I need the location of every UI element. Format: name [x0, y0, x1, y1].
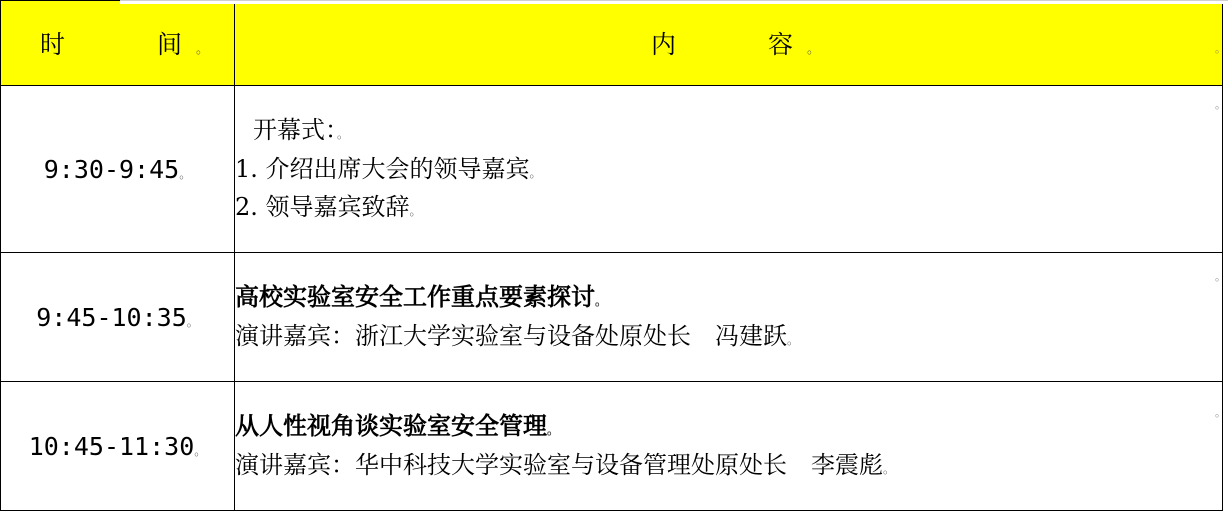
time-cell — [1, 382, 235, 511]
time-mark: 。 — [194, 443, 207, 458]
table-row — [1, 253, 1223, 382]
content-line — [235, 150, 1222, 189]
table-row — [1, 86, 1223, 253]
time-mark: 。 — [186, 314, 199, 329]
content-line-mark: 。 — [547, 423, 560, 438]
content-cell — [235, 253, 1223, 382]
table-header-row — [1, 1, 1223, 86]
content-line-mark: 。 — [787, 333, 800, 347]
page-top-edge — [120, 0, 1228, 4]
content-line-mark: 。 — [529, 165, 542, 180]
content-line — [235, 188, 1222, 227]
content-line-mark: 。 — [337, 126, 350, 141]
content-line — [235, 446, 1222, 485]
header-cell-content — [235, 1, 1223, 86]
content-cell — [235, 382, 1223, 511]
content-line-text: 高校实验室安全工作重点要素探讨 — [235, 282, 595, 312]
time-value: 9:45-10:35 — [36, 302, 187, 332]
content-line-text: 从人性视角谈实验室安全管理 — [235, 411, 547, 441]
time-cell — [1, 86, 235, 253]
content-line-text: 1. 介绍出席大会的领导嘉宾 — [235, 154, 530, 183]
content-line — [235, 278, 1222, 317]
header-time-label: 时 间 — [39, 30, 196, 59]
page-edge-mark: 。 — [1215, 42, 1226, 55]
page-edge-mark: 。 — [1215, 406, 1226, 419]
content-line-mark: 。 — [409, 204, 422, 219]
time-cell — [1, 253, 235, 382]
page-edge-mark: 。 — [1215, 98, 1226, 111]
header-content-label: 内 容 — [650, 30, 807, 59]
content-line-text: 演讲嘉宾：华中科技大学实验室与设备管理处原处长 李震彪 — [235, 451, 883, 479]
time-value: 9:30-9:45 — [43, 154, 180, 184]
content-line — [235, 111, 1222, 150]
table-row — [1, 382, 1223, 511]
header-cell-time — [1, 1, 235, 86]
header-time-mark: 。 — [196, 42, 210, 57]
content-line — [235, 317, 1222, 356]
content-line — [235, 407, 1222, 446]
content-line-mark: 。 — [595, 294, 608, 309]
content-line-text: 演讲嘉宾：浙江大学实验室与设备处原处长 冯建跃 — [235, 322, 787, 350]
content-cell — [235, 86, 1223, 253]
content-line-text: 开幕式： — [253, 115, 337, 144]
page-edge-mark: 。 — [1215, 270, 1226, 283]
content-line-text: 2. 领导嘉宾致辞 — [235, 193, 410, 222]
time-value: 10:45-11:30 — [28, 431, 195, 461]
header-content-mark: 。 — [807, 42, 821, 57]
content-line-mark: 。 — [883, 462, 896, 476]
time-mark: 。 — [179, 166, 192, 181]
